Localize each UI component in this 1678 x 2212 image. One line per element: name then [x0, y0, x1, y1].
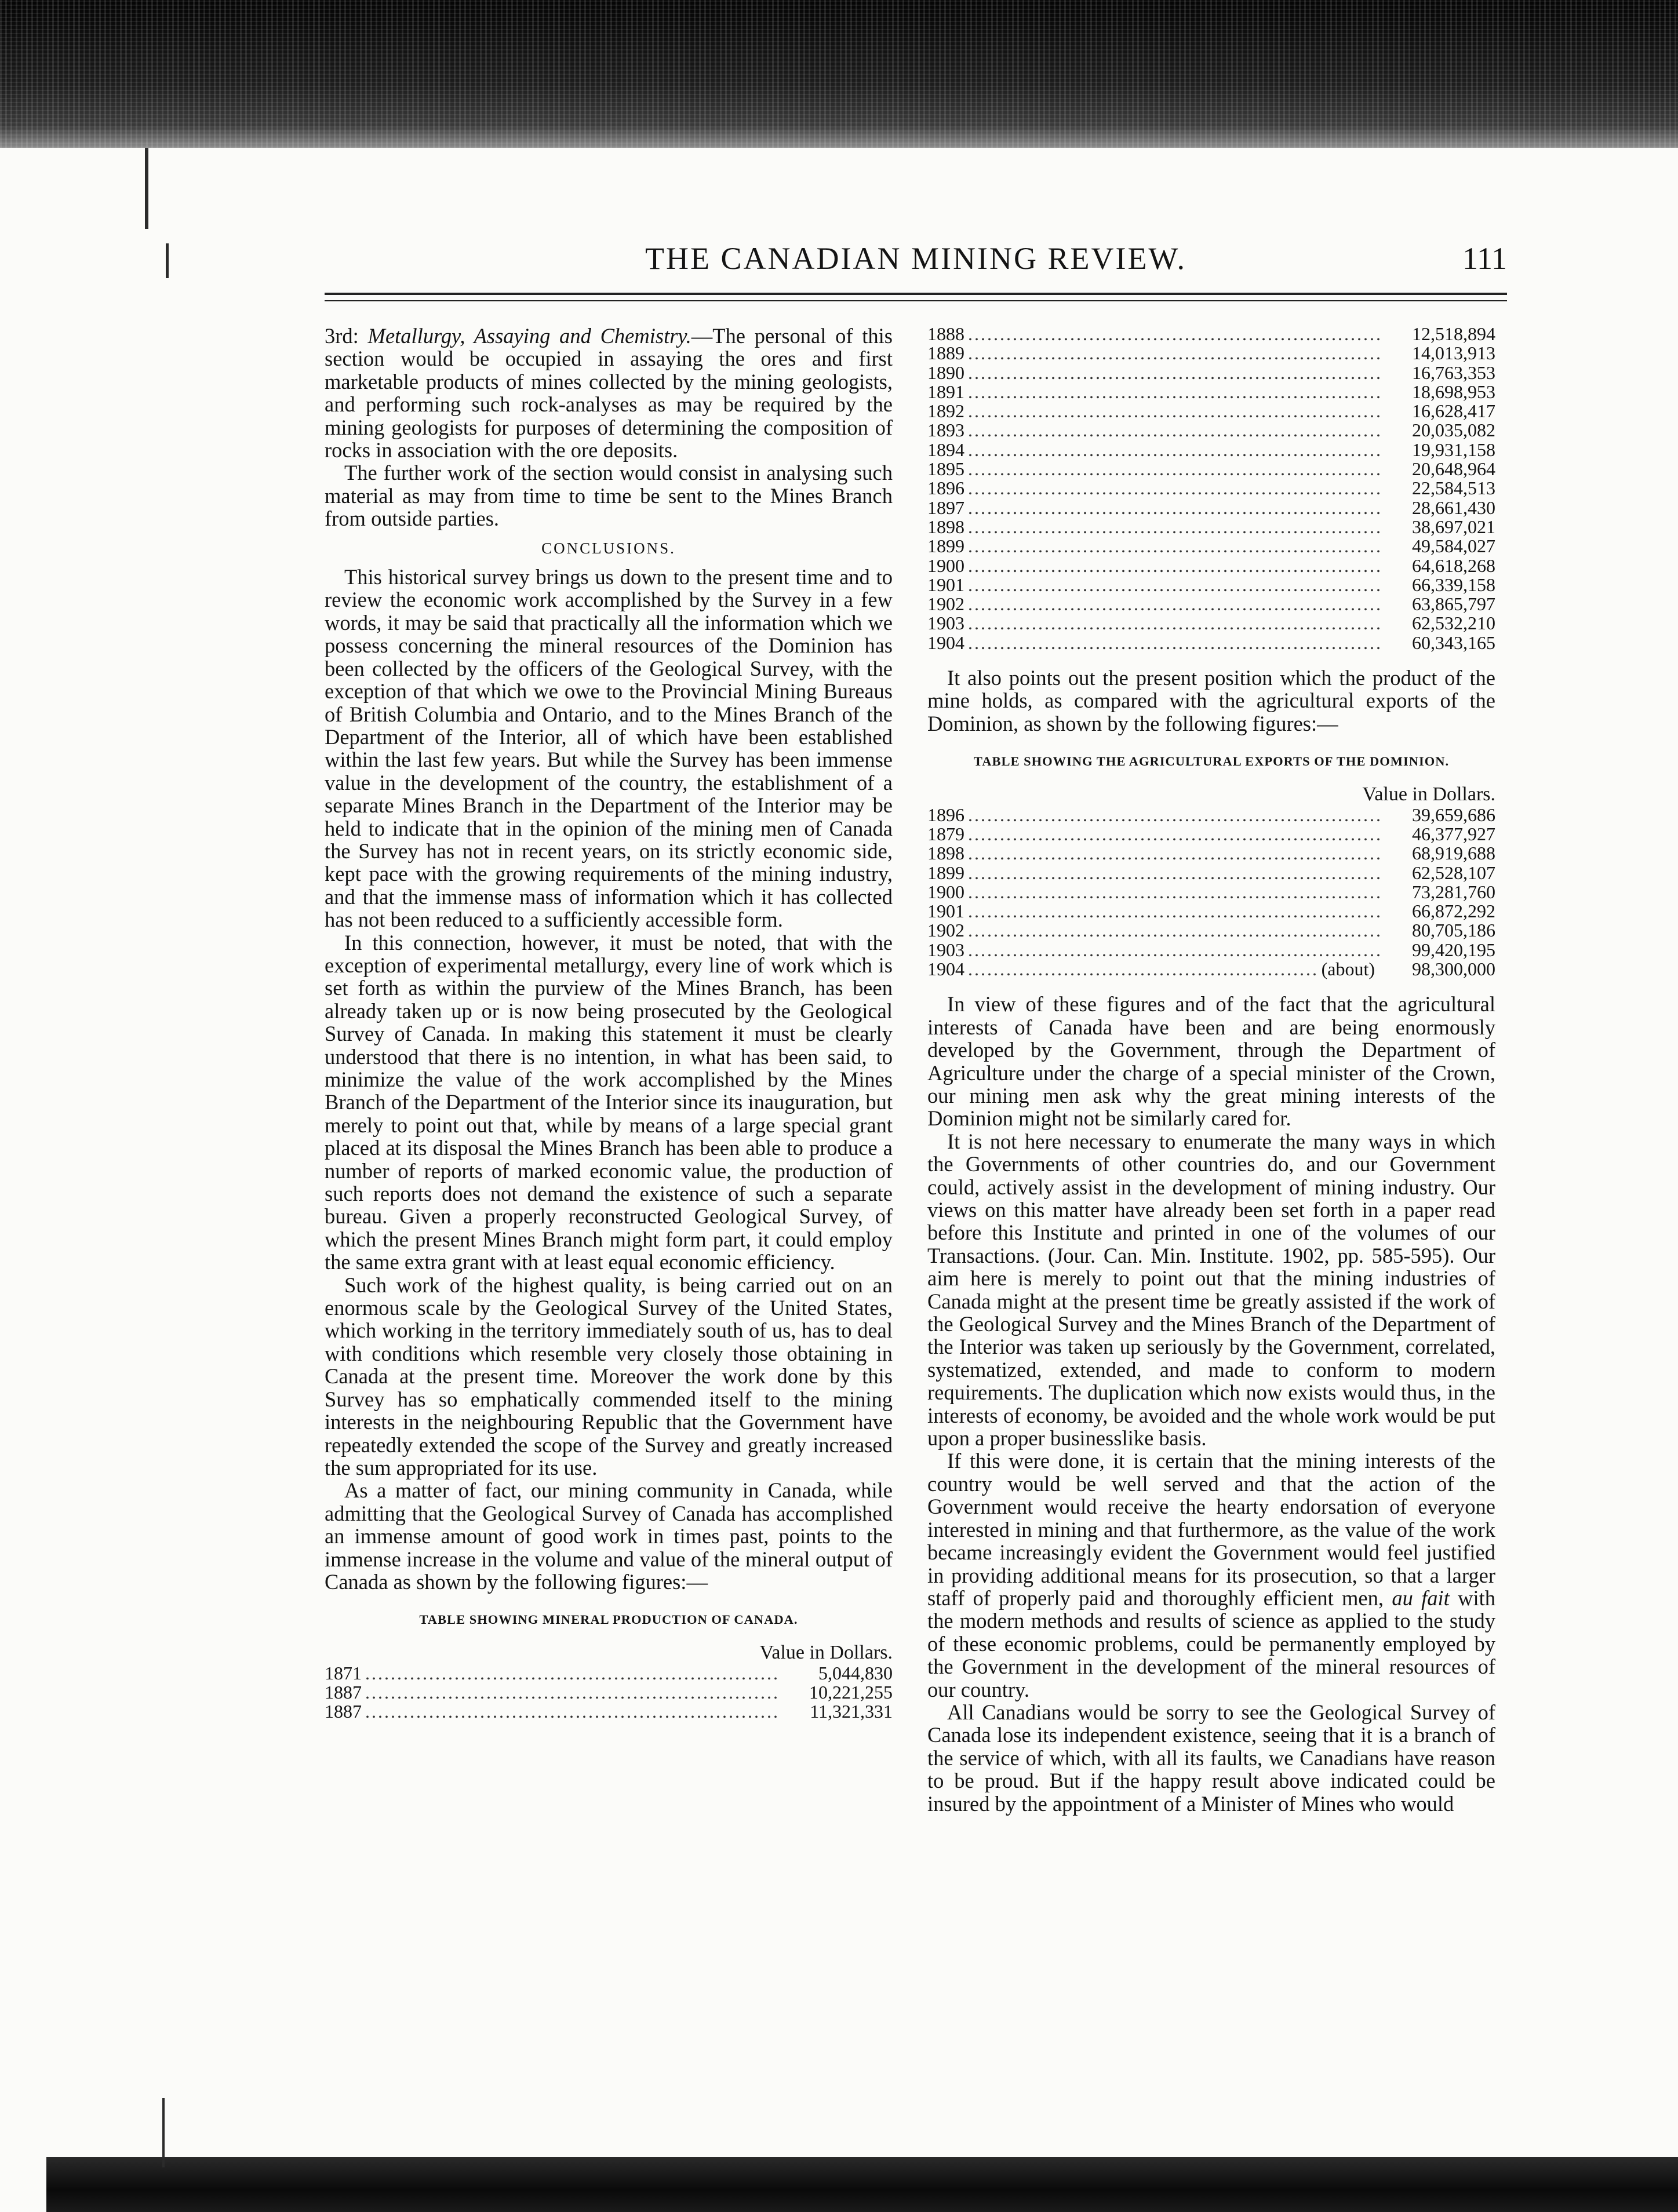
table-value: 73,281,760 [1412, 881, 1495, 902]
table-row [927, 498, 1495, 518]
table-year: 1892 [927, 400, 964, 422]
leader-dots [365, 1664, 779, 1683]
paragraph: The further work of the section would consist in analysing such material as may from time to time be sent to the Mines Branch from outside parties. [325, 461, 893, 531]
scan-gutter-mark [166, 243, 169, 278]
table-value: 20,035,082 [1412, 420, 1495, 441]
agri-table [927, 806, 1495, 979]
right-column [927, 325, 1495, 1815]
table-note: (about) [1321, 959, 1375, 980]
leader-dots [968, 382, 1382, 402]
table-year: 1890 [927, 362, 964, 383]
leader-dots [968, 921, 1382, 940]
leader-dots [968, 960, 1318, 979]
table-value: 66,339,158 [1412, 574, 1495, 595]
table-row [927, 633, 1495, 653]
scan-gutter-mark [145, 148, 148, 229]
leader-dots [968, 556, 1382, 575]
table-year: 1887 [325, 1682, 362, 1703]
table-year: 1902 [927, 593, 964, 615]
table-row [927, 614, 1495, 633]
table-year: 1898 [927, 516, 964, 537]
scan-bottom-border [46, 2157, 1678, 2212]
table-row [927, 556, 1495, 575]
table-year: 1894 [927, 439, 964, 460]
table-value: 63,865,797 [1412, 593, 1495, 615]
table-year: 1900 [927, 881, 964, 902]
table-value: 10,221,255 [809, 1682, 893, 1703]
section-heading: Metallurgy, Assaying and Chemistry. [367, 324, 691, 348]
table-row [927, 460, 1495, 479]
paragraph-metallurgy [325, 325, 893, 461]
table-year: 1898 [927, 843, 964, 864]
table-row [927, 537, 1495, 556]
page-number: 111 [1462, 241, 1507, 276]
table-row [927, 941, 1495, 960]
paragraph: In view of these figures and of the fact that the agricultural interests of Canada have been and are being enormously developed by the Government, through the Department of Agriculture under the charge of a special minister of the Crown, our mining men ask why the great mining interests of the Dominion might not be similarly cared for. [927, 992, 1495, 1131]
leader-dots [968, 421, 1382, 440]
table-value: 14,013,913 [1412, 342, 1495, 364]
table-row [927, 440, 1495, 460]
table-value: 60,343,165 [1412, 632, 1495, 653]
table-value: 39,659,686 [1412, 804, 1495, 825]
table-value: 28,661,430 [1412, 497, 1495, 518]
leader-dots [968, 460, 1382, 479]
left-column [325, 325, 893, 1722]
table-row [927, 421, 1495, 440]
spacer [927, 979, 1495, 993]
table-value: 38,697,021 [1412, 516, 1495, 537]
leader-dots [968, 941, 1382, 960]
paragraph: It also points out the present position which the product of the mine holds, as compared with the agricultural exports of the Dominion, as shown by the following figures:— [927, 666, 1495, 735]
leader-dots [968, 402, 1382, 421]
scan-gutter-mark [162, 2098, 165, 2167]
table-row [325, 1702, 893, 1721]
mineral-table-units: Value in Dollars. [759, 1641, 893, 1663]
table-year: 1899 [927, 862, 964, 883]
leader-dots [365, 1683, 779, 1702]
table-value: 16,628,417 [1412, 400, 1495, 422]
table-value: 99,420,195 [1412, 939, 1495, 960]
mineral-table-continued [927, 325, 1495, 653]
table-row [927, 595, 1495, 614]
leader-dots [968, 498, 1382, 518]
table-year: 1904 [927, 632, 964, 653]
italic-phrase: au fait [1392, 1586, 1450, 1610]
table-value: 20,648,964 [1412, 458, 1495, 480]
table-row [927, 363, 1495, 382]
leader-dots [968, 902, 1382, 921]
table-value: 18,698,953 [1412, 381, 1495, 402]
table-row [927, 863, 1495, 883]
table-row [325, 1683, 893, 1702]
table-year: 1896 [927, 804, 964, 825]
table-year: 1871 [325, 1662, 362, 1683]
mineral-table [325, 1664, 893, 1722]
table-year: 1903 [927, 613, 964, 634]
table-value: 98,300,000 [1412, 959, 1495, 980]
leader-dots [968, 440, 1382, 460]
agri-table-units: Value in Dollars. [1362, 783, 1495, 805]
header-rule-thin [325, 300, 1507, 301]
leader-dots [968, 537, 1382, 556]
table-row [927, 479, 1495, 498]
table-value: 12,518,894 [1412, 323, 1495, 344]
table-year: 1903 [927, 939, 964, 960]
table-year: 1889 [927, 342, 964, 364]
table-row [927, 402, 1495, 421]
leader-dots [968, 363, 1382, 382]
table-value: 19,931,158 [1412, 439, 1495, 460]
leader-dots [968, 863, 1382, 883]
table-year: 1901 [927, 901, 964, 922]
leader-dots [968, 595, 1382, 614]
table-value: 62,528,107 [1412, 862, 1495, 883]
table-row [927, 518, 1495, 537]
header-rule [325, 293, 1507, 295]
paragraph-au-fait [927, 1449, 1495, 1700]
table-value: 16,763,353 [1412, 362, 1495, 383]
agri-table-title: TABLE SHOWING THE AGRICULTURAL EXPORTS OF THE DOMINION. [973, 754, 1450, 769]
table-row [927, 806, 1495, 825]
table-row [927, 344, 1495, 363]
paragraph: As a matter of fact, our mining community in Canada, while admitting that the Geological Survey of Canada has accomplished an immense amount of good work in times past, points to the immense increase in the volume and value of the mineral output of Canada as shown by the following figures:— [325, 1478, 893, 1594]
table-value: 62,532,210 [1412, 613, 1495, 634]
table-value: 64,618,268 [1412, 555, 1495, 576]
table-value: 68,919,688 [1412, 843, 1495, 864]
leader-dots [968, 806, 1382, 825]
paragraph: This historical survey brings us down to the present time and to review the economic work accomplished by the Survey in a few words, it may be said that practically all the information which we possess concerning the mineral resources of the Dominion has been collected by the officers of the Geological Survey, with the exception of that which we owe to the Provincial Mining Bureaus of British Columbia and Ontario, and to the Mines Branch of the Department of the Interior, all of which have been established within the last few years. But while the Survey has been immense value in the development of the country, the establishment of a separate Mines Branch in the Department of the Interior may be held to indicate that in the opinion of the mining men of Canada the Survey has not in recent years, on its strictly economic side, kept pace with the growing requirements of the mining industry, and that the immense mass of information which it has collected has not been reduced to a sufficiently accessible form. [325, 565, 893, 932]
table-value: 5,044,830 [818, 1662, 893, 1683]
leader-dots [968, 883, 1382, 902]
table-year: 1879 [927, 823, 964, 844]
leader-dots [968, 633, 1382, 653]
table-row [927, 825, 1495, 844]
table-year: 1887 [325, 1701, 362, 1722]
leader-dots [968, 825, 1382, 844]
table-year: 1896 [927, 478, 964, 499]
table-year: 1902 [927, 920, 964, 941]
table-row [927, 325, 1495, 344]
table-year: 1888 [927, 323, 964, 344]
table-row [927, 960, 1495, 979]
table-row [325, 1664, 893, 1683]
table-year: 1897 [927, 497, 964, 518]
table-value: 46,377,927 [1412, 823, 1495, 844]
table-year: 1900 [927, 555, 964, 576]
journal-title: THE CANADIAN MINING REVIEW. [645, 241, 1186, 276]
table-row [927, 382, 1495, 402]
table-year: 1895 [927, 458, 964, 480]
paragraph: It is not here necessary to enumerate the many ways in which the Governments of other countries do, and our Government could, actively assist in the development of mining industry. Our views on this matter have already been set forth in a paper read before this Institute and printed in one of the volumes of our Transactions. (Jour. Can. Min. Institute. 1902, pp. 585-595). Our aim here is merely to point out that the mining industries of Canada might at the present time be greatly assisted if the work of the Geological Survey and the Mines Branch of the Department of the Interior was taken up seriously by the Government, correlated, systematized, extended, and made to conform to modern requirements. The duplication which now exists would thus, in the interests of economy, be avoided and the whole work would be put upon a proper businesslike basis. [927, 1129, 1495, 1451]
paragraph-text: with the modern methods and results of science as applied to the study of these economic problems, could be permanently employed by the Government in the development of the mineral resources of our country. [927, 1586, 1496, 1701]
table-row [927, 844, 1495, 863]
table-year: 1904 [927, 959, 964, 980]
paragraph: All Canadians would be sorry to see the Geological Survey of Canada lose its independent existence, seeing that it is a branch of the service of which, with all its faults, we Canadians have reason to be proud. But if the happy result above indicated could be insured by the appointment of a Minister of Mines who would [927, 1700, 1495, 1816]
leader-dots [968, 614, 1382, 633]
leader-dots [968, 325, 1382, 344]
table-year: 1899 [927, 535, 964, 557]
page-header [325, 240, 1507, 287]
paragraph: In this connection, however, it must be noted, that with the exception of experimental metallurgy, every line of work which is set forth as within the purview of the Mines Branch, has been already taken up or is now being prosecuted by the Geological Survey of Canada. In making this statement it must be clearly understood that there is no intention, in what has been said, to minimize the value of the work accomplished by the Mines Branch of the Department of the Interior since its inauguration, but merely to point out that, while by means of a large special grant placed at its disposal the Mines Branch has been able to produce a number of reports of marked economic value, the production of such reports does not demand the existence of such a separate bureau. Given a properly reconstructed Geological Survey, of which the present Mines Branch might form part, it could employ the same extra grant with at least equal economic efficiency. [325, 930, 893, 1274]
conclusions-heading: CONCLUSIONS. [541, 539, 676, 557]
table-value: 80,705,186 [1412, 920, 1495, 941]
paragraph-text: If this were done, it is certain that the mining interests of the country would be well served and that the action of the Government would receive the hearty endorsation of everyone interested in mining and that furthermore, as the value of the work became increasingly evident the Government would feel justified in providing additional means for its prosecution, so that a larger staff of properly paid and thoroughly efficient men, [927, 1449, 1495, 1610]
table-value: 49,584,027 [1412, 535, 1495, 557]
paragraph-text: —The personal of this section would be occupied in assaying the ores and first marketable products of mines collected by the mining geologists, and performing such rock-analyses as may be required by the mining geologists for purposes of determining the composition of rocks in association with the ore deposits. [325, 324, 893, 462]
table-row [927, 575, 1495, 595]
table-row [927, 902, 1495, 921]
table-year: 1893 [927, 420, 964, 441]
leader-dots [968, 844, 1382, 863]
table-row [927, 921, 1495, 940]
table-row [927, 883, 1495, 902]
paragraph: Such work of the highest quality, is being carried out on an enormous scale by the Geological Survey of the United States, which working in the territory immediately south of us, has to deal with conditions which resemble very closely those obtaining in Canada at the present time. Moreover the work done by this Survey has so emphatically commended itself to the mining interests in the neighbouring Republic that the Government have repeatedly extended the scope of the Survey and greatly increased the sum appropriated for its use. [325, 1273, 893, 1479]
table-year: 1901 [927, 574, 964, 595]
scan-top-border [0, 0, 1678, 148]
mineral-table-title: TABLE SHOWING MINERAL PRODUCTION OF CANADA. [419, 1612, 798, 1627]
table-value: 22,584,513 [1412, 478, 1495, 499]
spacer [927, 653, 1495, 666]
leader-dots [968, 344, 1382, 363]
leader-dots [968, 518, 1382, 537]
leader-dots [968, 479, 1382, 498]
table-value: 66,872,292 [1412, 901, 1495, 922]
table-value: 11,321,331 [810, 1701, 893, 1722]
table-year: 1891 [927, 381, 964, 402]
leader-dots [968, 575, 1382, 595]
section-number: 3rd: [325, 324, 359, 348]
leader-dots [365, 1702, 779, 1721]
